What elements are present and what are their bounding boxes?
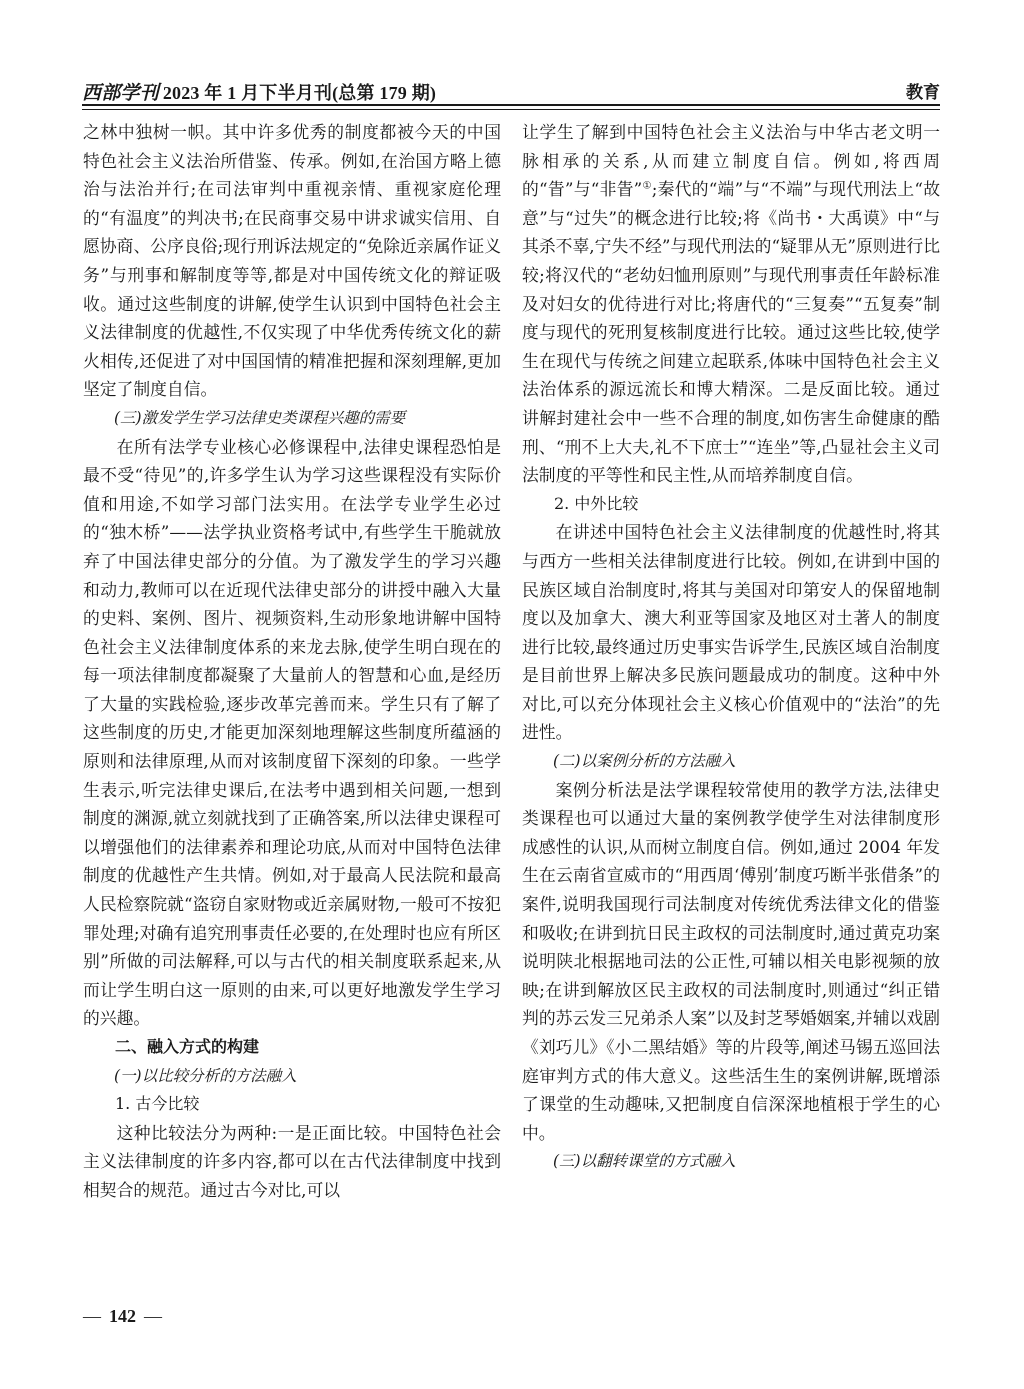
right-column — [522, 118, 940, 1176]
paragraph-text: ;秦代的“端”与“不端”与现代刑法上“故意”与“过失”的概念进行比较;将《尚书・大禹谟》中“与其杀不辜,宁失不经”与现代刑法的“疑罪从无”原则进行比较;将汉代的“老幼妇恤刑原则”与现代刑事责任年龄标准及对妇女的优待进行对比;将唐代的“三复奏”“五复奏”制度与现代的死刑复核制度进行比较。通过这些比较,使学生在现代与传统之间建立起联系,体味中国特色社会主义法治体系的源远流长和博大精深。二是反面比较。通过讲解封建社会中一些不合理的制度,如伤害生命健康的酷刑、“刑不上大夫,礼不下庶士”“连坐”等,凸显社会主义司法制度的平等性和民主性,从而培养制度自信。 — [522, 179, 940, 486]
paragraph: 这种比较法分为两种:一是正面比较。中国特色社会主义法律制度的许多内容,都可以在古代法律制度中找到相契合的规范。通过古今对比,可以 — [83, 1122, 501, 1200]
footer-dash-left: — — [83, 1306, 101, 1326]
page-header — [82, 70, 940, 110]
section-heading: 二、融入方式的构建 — [115, 1037, 260, 1056]
paragraph: 之林中独树一帜。其中许多优秀的制度都被今天的中国特色社会主义法治所借鉴、传承。例如,在治国方略上德治与法治并行;在司法审判中重视亲情、重视家庭伦理的“有温度”的判决书;在民商事交易中讲求诚实信用、自愿协商、公序良俗;现行刑诉法规定的“免除近亲属作证义务”与刑事和解制度等等,都是对中国传统文化的辩证吸收。通过这些制度的讲解,使学生认识到中国特色社会主义法律制度的优越性,不仅实现了中华优秀传统文化的薪火相传,还促进了对中国国情的精准把握和深刻理解,更加坚定了制度自信。 — [83, 122, 501, 400]
section-heading: (三)以翻转课堂的方式融入 — [553, 1152, 736, 1171]
paragraph: 案例分析法是法学课程较常使用的教学方法,法律史类课程也可以通过大量的案例教学使学生对法律制度形成感性的认识,从而树立制度自信。例如,通过 2004 年发生在云南省宣威市的“用西周‘傅别’制度巧断半张借条”的案件,说明我国现行司法制度对传统优秀法律文化的借鉴和吸收;在讲到抗日民主政权的司法制度时,通过黄克功案说明陕北根据地司法的公正性,可辅以相关电影视频的放映;在讲到解放区民主政权的司法制度时,则通过“纠正错判的苏云发三兄弟杀人案”以及封芝琴婚姻案,并辅以戏剧《刘巧儿》《小二黑结婚》等的片段等,阐述马锡五巡回法庭审判方式的伟大意义。这些活生生的案例讲解,既增添了课堂的生动趣味,又把制度自信深深地植根于学生的心中。 — [522, 779, 940, 1143]
section-heading: (二)以案例分析的方法融入 — [553, 752, 736, 771]
left-column — [83, 118, 501, 1205]
section-heading: (一)以比较分析的方法融入 — [114, 1066, 297, 1085]
section-heading: (三)激发学生学习法律史类课程兴趣的需要 — [114, 408, 406, 427]
footer-dash-right: — — [144, 1306, 162, 1326]
footnote-marker: ① — [642, 180, 652, 192]
page-number: 142 — [109, 1306, 136, 1326]
header-rule-thick — [82, 104, 940, 106]
header-rule-thin — [82, 109, 940, 110]
section-heading: 2. 中外比较 — [554, 493, 639, 513]
paragraph — [522, 118, 940, 490]
paragraph-text: 让学生了解到中国特色社会主义法治与中华古老文明一脉相承的关系,从而建立制度自信。例如,将西周的“眚”与“非眚” — [522, 122, 940, 200]
journal-name: 西部学刊 — [82, 83, 159, 104]
paragraph: 在所有法学专业核心必修课程中,法律史课程恐怕是最不受“待见”的,许多学生认为学习这些课程没有实际价值和用途,不如学习部门法实用。在法学专业学生必过的“独木桥”——法学执业资格考试中,有些学生干脆就放弃了中国法律史部分的分值。为了激发学生的学习兴趣和动力,教师可以在近现代法律史部分的讲授中融入大量的史料、案例、图片、视频资料,生动形象地讲解中国特色社会主义法律制度体系的来龙去脉,使学生明白现在的每一项法律制度都凝聚了大量前人的智慧和心血,是经历了大量的实践检验,逐步改革完善而来。学生只有了解了这些制度的历史,才能更加深刻地理解这些制度所蕴涵的原则和法律原理,从而对该制度留下深刻的印象。一些学生表示,听完法律史课后,在法考中遇到相关问题,一想到制度的渊源,就立刻就找到了正确答案,所以法律史课程可以增强他们的法律素养和理论功底,从而对中国特色法律制度的优越性产生共情。例如,对于最高人民法院和最高人民检察院就“盗窃自家财物或近亲属财物,一般可不按犯罪处理;对确有追究刑事责任必要的,在处理时也应有所区别”所做的司法解释,可以与古代的相关制度联系起来,从而让学生明白这一原则的由来,可以更好地激发学生学习的兴趣。 — [83, 436, 501, 1029]
page-footer — [83, 1306, 162, 1327]
paragraph: 在讲述中国特色社会主义法律制度的优越性时,将其与西方一些相关法律制度进行比较。例如,在讲到中国的民族区域自治制度时,将其与美国对印第安人的保留地制度以及加拿大、澳大利亚等国家及地区对土著人的制度进行比较,最终通过历史事实告诉学生,民族区域自治制度是目前世界上解决多民族问题最成功的制度。这种中外对比,可以充分体现社会主义核心价值观中的“法治”的先进性。 — [522, 522, 940, 743]
issue-info: 2023 年 1 月下半月刊(总第 179 期) — [162, 83, 437, 103]
section-heading: 1. 古今比较 — [115, 1094, 200, 1114]
journal-issue-line — [82, 78, 436, 105]
section-label: 教育 — [906, 83, 940, 103]
